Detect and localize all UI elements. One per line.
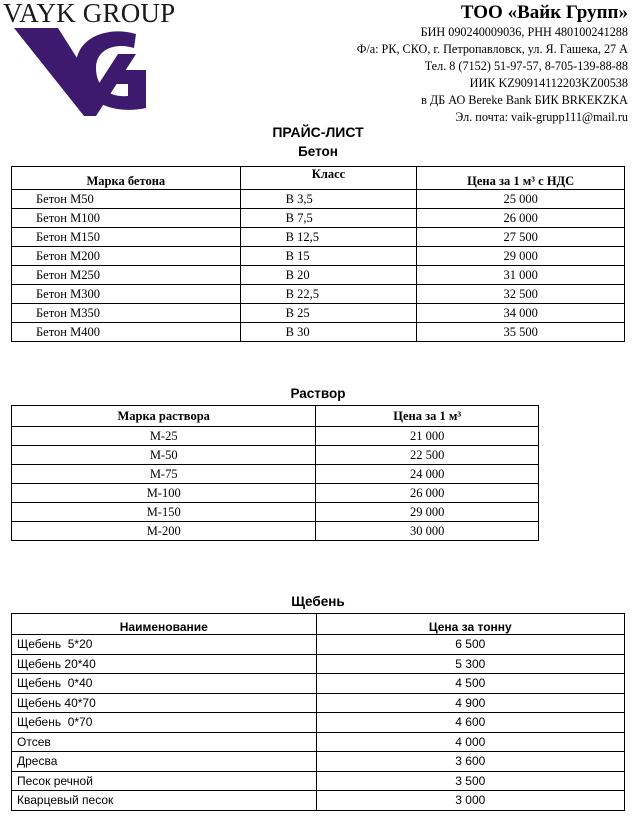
table-cell: Щебень 40*70 <box>12 693 317 713</box>
table-cell: 35 500 <box>417 323 625 342</box>
table-cell: М-200 <box>12 522 316 541</box>
table-row <box>12 693 625 713</box>
table-row <box>12 752 625 772</box>
table-cell: 4 000 <box>316 732 624 752</box>
table-cell: Бетон М100 <box>12 209 241 228</box>
table-row <box>12 791 625 811</box>
column-header: Марка бетона <box>12 167 241 190</box>
table-cell: В 22,5 <box>240 285 417 304</box>
table-row <box>12 732 625 752</box>
table-cell: В 30 <box>240 323 417 342</box>
table-cell: Дресва <box>12 752 317 772</box>
table-cell: Кварцевый песок <box>12 791 317 811</box>
table-row <box>12 304 625 323</box>
gravel-heading: Щебень <box>291 594 345 609</box>
table-cell: 29 000 <box>417 247 625 266</box>
concrete-table <box>11 166 625 342</box>
table-cell: 26 000 <box>417 209 625 228</box>
table-row <box>12 446 539 465</box>
table-row <box>12 465 539 484</box>
company-name: ТОО «Вайк Групп» <box>460 2 628 23</box>
table-row <box>12 522 539 541</box>
table-row <box>12 713 625 733</box>
table-cell: 30 000 <box>316 522 539 541</box>
table-cell: В 7,5 <box>240 209 417 228</box>
company-bin: БИН 090240009036, РНН 480100241288 <box>420 25 628 39</box>
table-cell: Бетон М150 <box>12 228 241 247</box>
table-cell: М-50 <box>12 446 316 465</box>
company-iik: ИИК KZ90914112203KZ00538 <box>469 76 628 90</box>
mortar-heading: Раствор <box>290 386 346 401</box>
table-row <box>12 228 625 247</box>
table-cell: Щебень 0*40 <box>12 674 317 694</box>
table-cell: 34 000 <box>417 304 625 323</box>
table-cell: М-75 <box>12 465 316 484</box>
table-cell: Бетон М300 <box>12 285 241 304</box>
table-cell: 3 600 <box>316 752 624 772</box>
table-header-row <box>12 406 539 427</box>
column-header: Наименование <box>12 614 317 635</box>
company-address: Ф/а: РК, СКО, г. Петропавловск, ул. Я. Гашека, 27 А <box>356 42 628 56</box>
table-cell: Бетон М200 <box>12 247 241 266</box>
column-header: Цена за тонну <box>316 614 624 635</box>
company-bank: в ДБ АО Bereke Bank БИК BRKEKZKA <box>421 93 628 107</box>
table-cell: 3 500 <box>316 771 624 791</box>
table-cell: 24 000 <box>316 465 539 484</box>
table-cell: В 25 <box>240 304 417 323</box>
table-row <box>12 654 625 674</box>
table-header-row <box>12 167 625 190</box>
table-cell: 21 000 <box>316 427 539 446</box>
column-header: Цена за 1 м³ с НДС <box>417 167 625 190</box>
table-cell: Щебень 0*70 <box>12 713 317 733</box>
column-header: Марка раствора <box>12 406 316 427</box>
table-header-row <box>12 614 625 635</box>
table-cell: 4 500 <box>316 674 624 694</box>
table-cell: 5 300 <box>316 654 624 674</box>
table-cell: Бетон М350 <box>12 304 241 323</box>
table-cell: В 3,5 <box>240 190 417 209</box>
table-cell: Бетон М50 <box>12 190 241 209</box>
table-cell: 22 500 <box>316 446 539 465</box>
table-row <box>12 266 625 285</box>
table-cell: 4 600 <box>316 713 624 733</box>
table-cell: 31 000 <box>417 266 625 285</box>
table-row <box>12 503 539 522</box>
table-cell: М-150 <box>12 503 316 522</box>
table-row <box>12 484 539 503</box>
mortar-table <box>11 405 539 541</box>
table-cell: 32 500 <box>417 285 625 304</box>
table-row <box>12 285 625 304</box>
table-cell: Бетон М250 <box>12 266 241 285</box>
table-row <box>12 674 625 694</box>
table-row <box>12 190 625 209</box>
logo-text: VAYK GROUP <box>3 0 176 28</box>
table-cell: Бетон М400 <box>12 323 241 342</box>
table-cell: 4 900 <box>316 693 624 713</box>
table-row <box>12 771 625 791</box>
table-row <box>12 247 625 266</box>
table-cell: Щебень 5*20 <box>12 635 317 655</box>
table-cell: Песок речной <box>12 771 317 791</box>
table-cell: 26 000 <box>316 484 539 503</box>
price-list-title: ПРАЙС-ЛИСТ <box>272 124 364 140</box>
company-info <box>208 2 628 126</box>
table-row <box>12 427 539 446</box>
table-cell: В 12,5 <box>240 228 417 247</box>
column-header: Класс <box>240 167 417 190</box>
table-cell: М-25 <box>12 427 316 446</box>
company-phone: Тел. 8 (7152) 51-97-57, 8-705-139-88-88 <box>424 59 628 73</box>
concrete-heading: Бетон <box>298 144 338 159</box>
vg-logo-mark <box>14 26 164 118</box>
table-cell: 29 000 <box>316 503 539 522</box>
table-row <box>12 635 625 655</box>
table-cell: 25 000 <box>417 190 625 209</box>
table-cell: В 20 <box>240 266 417 285</box>
table-row <box>12 209 625 228</box>
company-email: Эл. почта: vaik-grupp111@mail.ru <box>455 110 628 124</box>
table-cell: В 15 <box>240 247 417 266</box>
table-cell: М-100 <box>12 484 316 503</box>
table-cell: 6 500 <box>316 635 624 655</box>
gravel-table <box>11 613 625 811</box>
table-cell: Щебень 20*40 <box>12 654 317 674</box>
table-cell: Отсев <box>12 732 317 752</box>
column-header: Цена за 1 м³ <box>316 406 539 427</box>
table-cell: 27 500 <box>417 228 625 247</box>
table-row <box>12 323 625 342</box>
table-cell: 3 000 <box>316 791 624 811</box>
